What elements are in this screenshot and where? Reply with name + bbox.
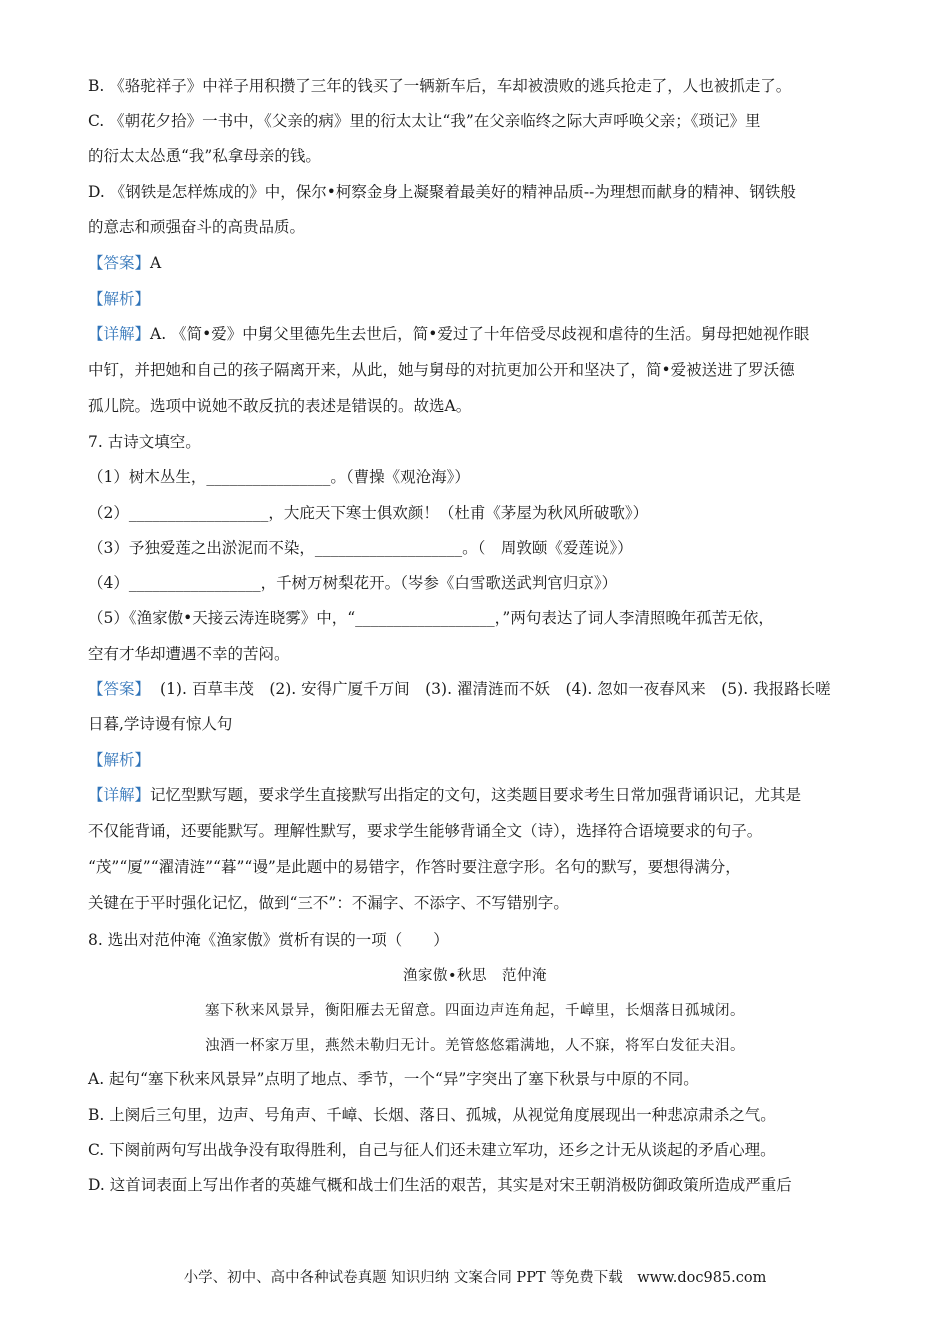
q7-detail-line: 不仅能背诵，还要能默写。理解性默写，要求学生能够背诵全文（诗），选择符合语境要求的句子。	[88, 822, 763, 840]
detail-tag: 【详解】	[88, 786, 151, 804]
q7-item: （1）树木丛生，________________。（曹操《观沧海》）	[88, 468, 470, 486]
q6-detail-line: 【详解】A. 《简•爱》中舅父里德先生去世后，简•爱过了十年倍受尽歧视和虐待的生活。舅母把她视作眼	[88, 325, 810, 343]
poem-title: 渔家傲•秋思 范仲淹	[402, 968, 548, 984]
poem-line: 浊酒一杯家万里，燕然未勒归无计。羌管悠悠霜满地，人不寐，将军白发征夫泪。	[205, 1038, 745, 1054]
q7-answer	[88, 678, 878, 700]
q6-detail-line: 中钉，并把她和自己的孩子隔离开来，从此，她与舅母的对抗更加公开和坚决了，简•爱被送进了罗沃德	[88, 361, 795, 379]
q7-answer-cont: 日暮,学诗谩有惊人句	[88, 715, 233, 733]
poem-line: 塞下秋来风景异，衡阳雁去无留意。四面边声连角起，千嶂里，长烟落日孤城闭。	[205, 1003, 745, 1019]
q8-option-a: A. 起句“塞下秋来风景异”点明了地点、季节，一个“异”字突出了塞下秋景与中原的不同。	[88, 1070, 699, 1088]
q8-option-c: C. 下阕前两句写出战争没有取得胜利，自己与征人们还未建立军功，还乡之计无从谈起的矛盾心理。	[88, 1141, 776, 1159]
option-d-text: D. 《钢铁是怎样炼成的》中，保尔•柯察金身上凝聚着最美好的精神品质--为理想而献身的精神、钢铁般	[88, 183, 796, 201]
q7-detail-line: “茂”“厦”“濯清涟”“暮”“谩”是此题中的易错字，作答时要注意字形。名句的默写，要想得满分，	[88, 858, 741, 876]
answer-value: (1). 百草丰茂 (2). 安得广厦千万间 (3). 濯清涟而不妖 (4). 忽如一夜春风来 (5). 我报路长嗟	[160, 680, 831, 698]
option-b-text: B. 《骆驼祥子》中祥子用积攒了三年的钱买了一辆新车后，车却被溃败的逃兵抢走了，人也被抓走了。	[88, 77, 792, 95]
option-c-text: C. 《朝花夕拾》一书中，《父亲的病》里的衍太太让“我”在父亲临终之际大声呼唤父亲；《琐记》里	[88, 112, 761, 130]
q6-analysis-tag: 【解析】	[88, 290, 151, 308]
answer-tag: 【答案】	[88, 254, 151, 272]
q7-detail-line: 【详解】记忆型默写题，要求学生直接默写出指定的文句，这类题目要求考生日常加强背诵识记，尤其是	[88, 786, 802, 804]
q7-item: （2）__________________，大庇天下寒士俱欢颜！（杜甫《茅屋为秋风所破歌》）	[88, 504, 649, 522]
q7-item-cont: 空有才华却遭遇不幸的苦闷。	[88, 645, 290, 663]
option-c-text-cont: 的衍太太怂恿“我”私拿母亲的钱。	[88, 147, 321, 165]
q8-option-d: D. 这首词表面上写出作者的英雄气概和战士们生活的艰苦，其实是对宋王朝消极防御政策所造成严重后	[88, 1176, 792, 1194]
q7-detail-line: 关键在于平时强化记忆，做到“三不”：不漏字、不添字、不写错别字。	[88, 894, 569, 912]
q7-item: （4）_________________，千树万树梨花开。（岑参《白雪歌送武判官归京》）	[88, 574, 618, 592]
answer-tag: 【答案】	[88, 680, 151, 698]
q6-detail-line: 孤儿院。选项中说她不敢反抗的表述是错误的。故选A。	[88, 397, 472, 415]
detail-tag: 【详解】	[88, 325, 151, 343]
q7-item: （5）《渔家傲•天接云涛连晓雾》中，“__________________，”两句表达了词人李清照晚年孤苦无依，	[88, 609, 774, 627]
q8-option-b: B. 上阕后三句里，边声、号角声、千嶂、长烟、落日、孤城，从视觉角度展现出一种悲凉肃杀之气。	[88, 1106, 776, 1124]
q6-answer	[88, 252, 878, 274]
q8-title: 8. 选出对范仲淹《渔家傲》赏析有误的一项（ ）	[88, 931, 449, 949]
q7-title: 7. 古诗文填空。	[88, 433, 201, 451]
option-d-text-cont: 的意志和顽强奋斗的高贵品质。	[88, 218, 306, 236]
q7-analysis-tag: 【解析】	[88, 751, 151, 769]
q7-item: （3）予独爱莲之出淤泥而不染，___________________。（ 周敦颐《爱莲说》）	[88, 539, 633, 557]
answer-value: A	[150, 254, 162, 272]
page-footer: 小学、初中、高中各种试卷真题 知识归纳 文案合同 PPT 等免费下载 www.doc985.com	[183, 1270, 767, 1286]
